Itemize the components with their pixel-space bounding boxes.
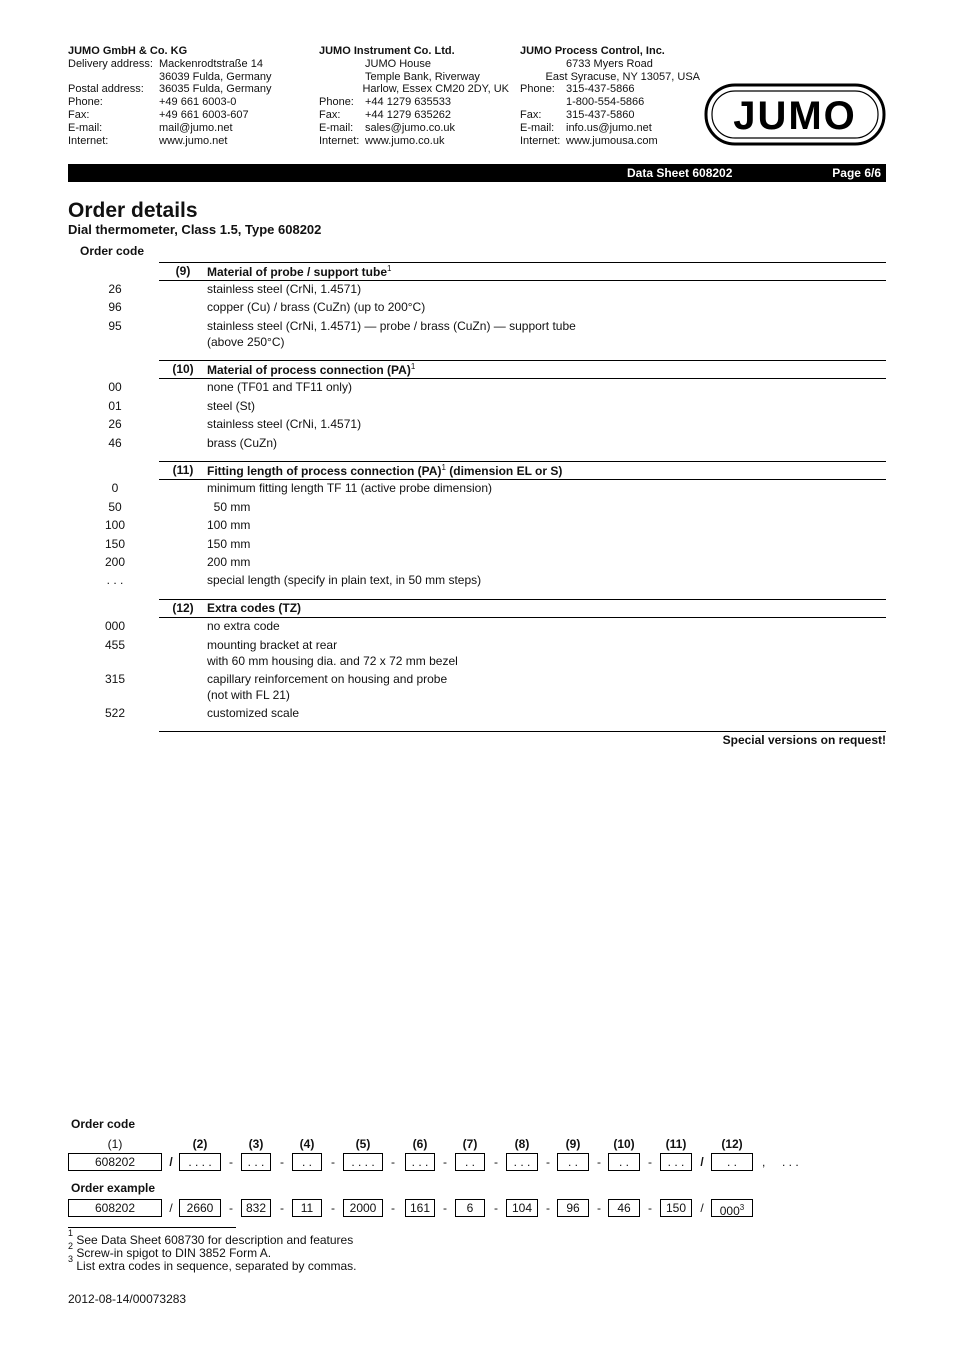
order-code-value: 100 [104,518,126,532]
section-title [207,264,391,279]
section-title-text: Extra codes (TZ) [207,601,302,615]
order-example-value: 832 [245,1201,267,1215]
footnote-ref: 3 [739,1203,745,1212]
address-row [319,71,509,84]
column-header: (4) [299,1137,315,1151]
order-code-description: special length (specify in plain text, in 50 mm steps) [207,573,482,587]
order-code-scheme-label: Order code [71,1117,136,1131]
footnote-divider [68,1227,236,1228]
address-key [319,58,365,71]
order-example-value: 96 [566,1201,580,1215]
address-row [520,96,700,109]
footnote-number: 3 [68,1254,74,1264]
address-key [319,71,365,84]
order-code-value: . . . [106,573,124,587]
address-value: Harlow, Essex CM20 2DY, UK [362,83,509,96]
address-value: mail@jumo.net [159,121,233,134]
address-value: www.jumousa.com [566,134,658,147]
order-code-box: . . [455,1153,485,1171]
order-code-value: 26 [108,417,122,431]
separator: - [280,1201,284,1215]
order-example-label: Order example [71,1181,156,1195]
section-number: (10) [172,362,194,376]
order-code-box: . . [292,1153,322,1171]
column-header: (8) [514,1137,530,1151]
separator: - [391,1201,395,1215]
order-code-description: customized scale [207,706,300,720]
section-number: (12) [172,601,194,615]
address-row [68,83,308,96]
footnote [68,1256,357,1273]
order-code-description: 200 mm [207,555,251,569]
order-example-box [660,1199,692,1217]
section-title [207,463,562,478]
order-code-description: mounting bracket at rear with 60 mm housing dia. and 72 x 72 mm bezel [207,638,458,668]
order-code-box: 608202 [68,1153,162,1171]
address-key: Delivery address: [68,57,153,70]
order-code-label: Order code [80,244,145,258]
order-code-value: 455 [104,638,126,652]
section-title-text: Material of probe / support tube [207,265,388,279]
order-example-value: 6 [466,1201,474,1215]
order-example-box [179,1199,221,1217]
separator: - [494,1201,498,1215]
order-code-description: stainless steel (CrNi, 1.4571) [207,282,362,296]
address-key: E-mail: [520,121,555,134]
address-row [520,58,700,71]
separator: / [700,1155,704,1169]
table-end-line [159,731,886,732]
address-jumo-usa [520,45,700,147]
section-title [207,362,415,377]
order-example-box [608,1199,640,1217]
footnote-ref: 1 [387,264,392,273]
order-code-box: . . . [660,1153,692,1171]
address-row [68,135,308,148]
order-code-description: steel (St) [207,399,256,413]
order-example-value: 000 [719,1204,740,1218]
order-code-box: . . . [506,1153,538,1171]
order-example-box [711,1199,753,1217]
order-code-box: . . . [405,1153,435,1171]
order-example-box [241,1199,271,1217]
separator: / [700,1201,704,1215]
data-sheet-number: Data Sheet 608202 [627,166,733,180]
address-value: +44 1279 635533 [365,96,451,109]
order-example-value: 46 [617,1201,631,1215]
order-code-value: 26 [108,282,122,296]
column-header: (11) [665,1137,687,1151]
address-jumo-uk [319,45,509,147]
address-value: 1-800-554-5866 [566,96,645,109]
order-code-description: capillary reinforcement on housing and probe (not with FL 21) [207,672,448,702]
address-key [520,58,566,71]
separator: - [443,1155,447,1169]
address-value: JUMO House [365,57,432,70]
order-code-value: 96 [108,300,122,314]
column-header: (10) [613,1137,635,1151]
separator: - [443,1201,447,1215]
address-row [68,71,308,84]
separator: - [546,1201,550,1215]
order-code-box: . . . [241,1153,271,1171]
order-code-description: 150 mm [207,537,251,551]
separator: - [331,1201,335,1215]
address-value: Mackenrodtstraße 14 [159,57,263,70]
special-versions-note: Special versions on request! [722,733,886,747]
order-example-box [405,1199,435,1217]
order-example-box [506,1199,538,1217]
order-code-description: brass (CuZn) [207,436,278,450]
footnote-number: 2 [68,1241,74,1251]
order-example-value: 2000 [349,1201,377,1215]
section-number: (9) [175,264,191,278]
address-row [68,96,308,109]
order-code-continuation: , . . . [762,1155,799,1169]
separator: - [391,1155,395,1169]
section-title-text: Material of process connection (PA) [207,363,411,377]
company-name: JUMO GmbH & Co. KG [68,45,188,57]
section-title-text: Fitting length of process connection (PA) [207,464,442,478]
order-code-value: 00 [108,380,122,394]
separator: - [331,1155,335,1169]
column-header: (7) [462,1137,478,1151]
separator: - [494,1155,498,1169]
order-code-value: 150 [104,537,126,551]
section-number: (11) [172,463,194,477]
footnote-number: 1 [68,1228,74,1238]
order-code-value: 522 [104,706,126,720]
order-example-value: 104 [511,1201,533,1215]
order-example-value: 150 [665,1201,687,1215]
company-name: JUMO Process Control, Inc. [520,45,665,57]
footnote-text: List extra codes in sequence, separated by commas. [76,1259,357,1273]
address-value: East Syracuse, NY 13057, USA [545,70,700,83]
page-title: Order details [68,199,198,222]
separator: - [648,1201,652,1215]
order-code-value: 000 [104,619,126,633]
column-header: (12) [721,1137,743,1151]
separator: - [280,1155,284,1169]
jumo-logo [704,83,886,146]
order-code-value: 315 [104,672,126,686]
address-value: sales@jumo.co.uk [365,121,456,134]
order-code-box: . . . . [343,1153,383,1171]
order-example-value: 2660 [186,1201,214,1215]
order-example-value: 11 [300,1201,314,1215]
address-value: 36035 Fulda, Germany [159,83,272,96]
address-row [319,96,509,109]
column-header: (2) [192,1137,208,1151]
column-header: (1) [107,1137,123,1151]
order-example-box [68,1199,162,1217]
separator: / [169,1201,173,1215]
address-key [520,71,546,84]
order-code-value: 50 [108,500,122,514]
address-key: Internet: [319,134,360,147]
header-bar [68,164,886,182]
address-key: Fax: [68,108,90,121]
section-title [207,601,301,615]
address-row [520,109,700,122]
section-header [159,461,886,480]
order-example-box [343,1199,383,1217]
address-value: www.jumo.net [159,134,228,147]
order-example-value: 608202 [94,1201,136,1215]
address-row [68,109,308,122]
separator: - [597,1201,601,1215]
address-value: www.jumo.co.uk [365,134,445,147]
address-value: Temple Bank, Riverway [365,70,480,83]
order-code-description: none (TF01 and TF11 only) [207,380,352,394]
column-header: (9) [565,1137,581,1151]
address-key: Postal address: [68,83,144,96]
address-key: Phone: [520,83,555,96]
column-header: (6) [412,1137,428,1151]
order-code-value: 95 [108,319,122,333]
separator: - [229,1155,233,1169]
separator: - [648,1155,652,1169]
address-key: Fax: [520,108,542,121]
section-title-suffix: (dimension EL or S) [445,464,563,478]
address-value: +44 1279 635262 [365,108,451,121]
order-example-value: 161 [409,1201,431,1215]
address-row [68,122,308,135]
address-value: 315-437-5860 [566,108,635,121]
address-value: 6733 Myers Road [566,57,653,70]
order-code-description: 50 mm [207,500,251,514]
address-key [520,96,566,109]
address-row [319,58,509,71]
order-code-description: 100 mm [207,518,251,532]
order-code-value: 01 [108,399,122,413]
order-example-box [455,1199,485,1217]
address-value: info.us@jumo.net [566,121,652,134]
column-header: (3) [248,1137,264,1151]
section-header [159,360,886,379]
footnote-ref: 1 [410,362,416,371]
separator: - [546,1155,550,1169]
address-key: Fax: [319,108,341,121]
address-jumo-germany [68,45,308,147]
address-row [520,71,700,84]
column-header: (5) [355,1137,371,1151]
separator: - [229,1201,233,1215]
footnote-text: Screw-in spigot to DIN 3852 Form A. [76,1246,272,1260]
order-code-box: . . [557,1153,589,1171]
address-key: E-mail: [68,121,103,134]
address-key: Internet: [520,134,561,147]
document-date-code: 2012-08-14/00073283 [68,1292,187,1306]
address-key: Phone: [319,96,354,109]
address-row [520,83,700,96]
address-row [319,135,509,148]
separator: / [169,1155,173,1169]
page-subtitle: Dial thermometer, Class 1.5, Type 608202 [68,222,322,237]
order-code-description: stainless steel (CrNi, 1.4571) — probe / brass (CuZn) — support tube (above 250°C) [207,319,576,349]
logo-text: JUMO [733,94,857,138]
order-code-value: 0 [111,481,119,495]
order-example-box [557,1199,589,1217]
address-key [68,71,159,84]
address-key [319,83,362,96]
order-code-box: . . [608,1153,640,1171]
address-row [68,58,308,71]
address-row [319,122,509,135]
address-row [520,122,700,135]
address-key: Phone: [68,96,103,109]
address-value: 36039 Fulda, Germany [159,70,272,83]
page-number: Page 6/6 [832,166,881,180]
order-code-value: 46 [108,436,122,450]
order-code-description: stainless steel (CrNi, 1.4571) [207,417,362,431]
order-code-box: . . [711,1153,753,1171]
company-name: JUMO Instrument Co. Ltd. [319,45,455,57]
address-row [319,83,509,96]
order-code-description: copper (Cu) / brass (CuZn) (up to 200°C) [207,300,426,314]
footnote-text: See Data Sheet 608730 for description and features [76,1233,354,1247]
section-header [159,262,886,281]
order-code-value: 200 [104,555,126,569]
order-example-box [292,1199,322,1217]
section-header [159,599,886,618]
address-value: +49 661 6003-607 [159,108,249,121]
address-row [319,109,509,122]
address-value: 315-437-5866 [566,83,635,96]
separator: - [597,1155,601,1169]
address-row [520,135,700,148]
order-code-box: . . . . [179,1153,221,1171]
order-code-description: no extra code [207,619,280,633]
footnote-ref: 1 [441,463,446,472]
address-key: E-mail: [319,121,354,134]
address-value: +49 661 6003-0 [159,96,237,109]
order-code-description: minimum fitting length TF 11 (active probe dimension) [207,481,493,495]
address-key: Internet: [68,134,109,147]
